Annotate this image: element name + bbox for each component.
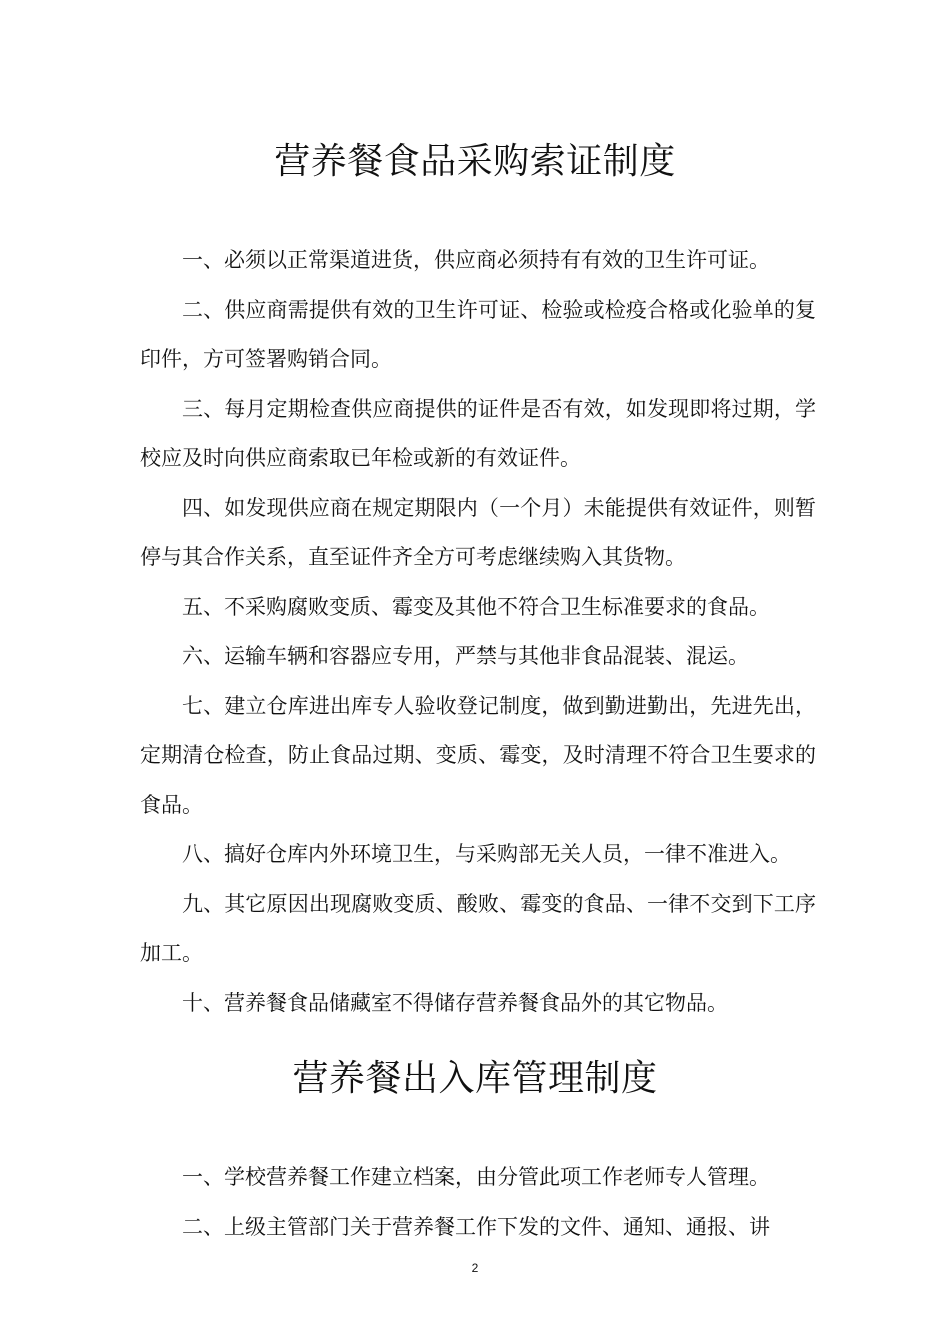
rule-paragraph: 一、必须以正常渠道进货，供应商必须持有有效的卫生许可证。 xyxy=(182,248,770,272)
rule-paragraph: 八、搞好仓库内外环境卫生，与采购部无关人员，一律不准进入。 xyxy=(182,842,791,866)
procurement-rules xyxy=(140,236,816,1028)
page-number: 2 xyxy=(471,1261,479,1275)
rule-paragraph: 六、运输车辆和容器应专用，严禁与其他非食品混装、混运。 xyxy=(182,644,749,668)
rule-paragraph: 九、其它原因出现腐败变质、酸败、霉变的食品、一律不交到下工序加工。 xyxy=(140,891,816,965)
section-title-procurement: 营养餐食品采购索证制度 xyxy=(274,141,676,182)
warehouse-rules xyxy=(140,1153,816,1252)
rule-paragraph: 十、营养餐食品储藏室不得储存营养餐食品外的其它物品。 xyxy=(182,990,728,1015)
rule-paragraph: 四、如发现供应商在规定期限内（一个月）未能提供有效证件，则暂停与其合作关系，直至证件齐全方可考虑继续购入其货物。 xyxy=(140,495,816,569)
rule-paragraph: 三、每月定期检查供应商提供的证件是否有效，如发现即将过期，学校应及时向供应商索取已年检或新的有效证件。 xyxy=(140,396,816,470)
rule-paragraph: 五、不采购腐败变质、霉变及其他不符合卫生标准要求的食品。 xyxy=(182,594,770,619)
rule-paragraph: 二、上级主管部门关于营养餐工作下发的文件、通知、通报、讲 xyxy=(182,1214,770,1239)
rule-paragraph: 二、供应商需提供有效的卫生许可证、检验或检疫合格或化验单的复印件，方可签署购销合同。 xyxy=(140,297,816,371)
section-title-warehouse: 营养餐出入库管理制度 xyxy=(292,1058,658,1099)
rule-paragraph: 七、建立仓库进出库专人验收登记制度，做到勤进勤出，先进先出，定期清仓检查，防止食品过期、变质、霉变，及时清理不符合卫生要求的食品。 xyxy=(140,693,816,817)
rule-paragraph: 一、学校营养餐工作建立档案，由分管此项工作老师专人管理。 xyxy=(182,1165,770,1189)
